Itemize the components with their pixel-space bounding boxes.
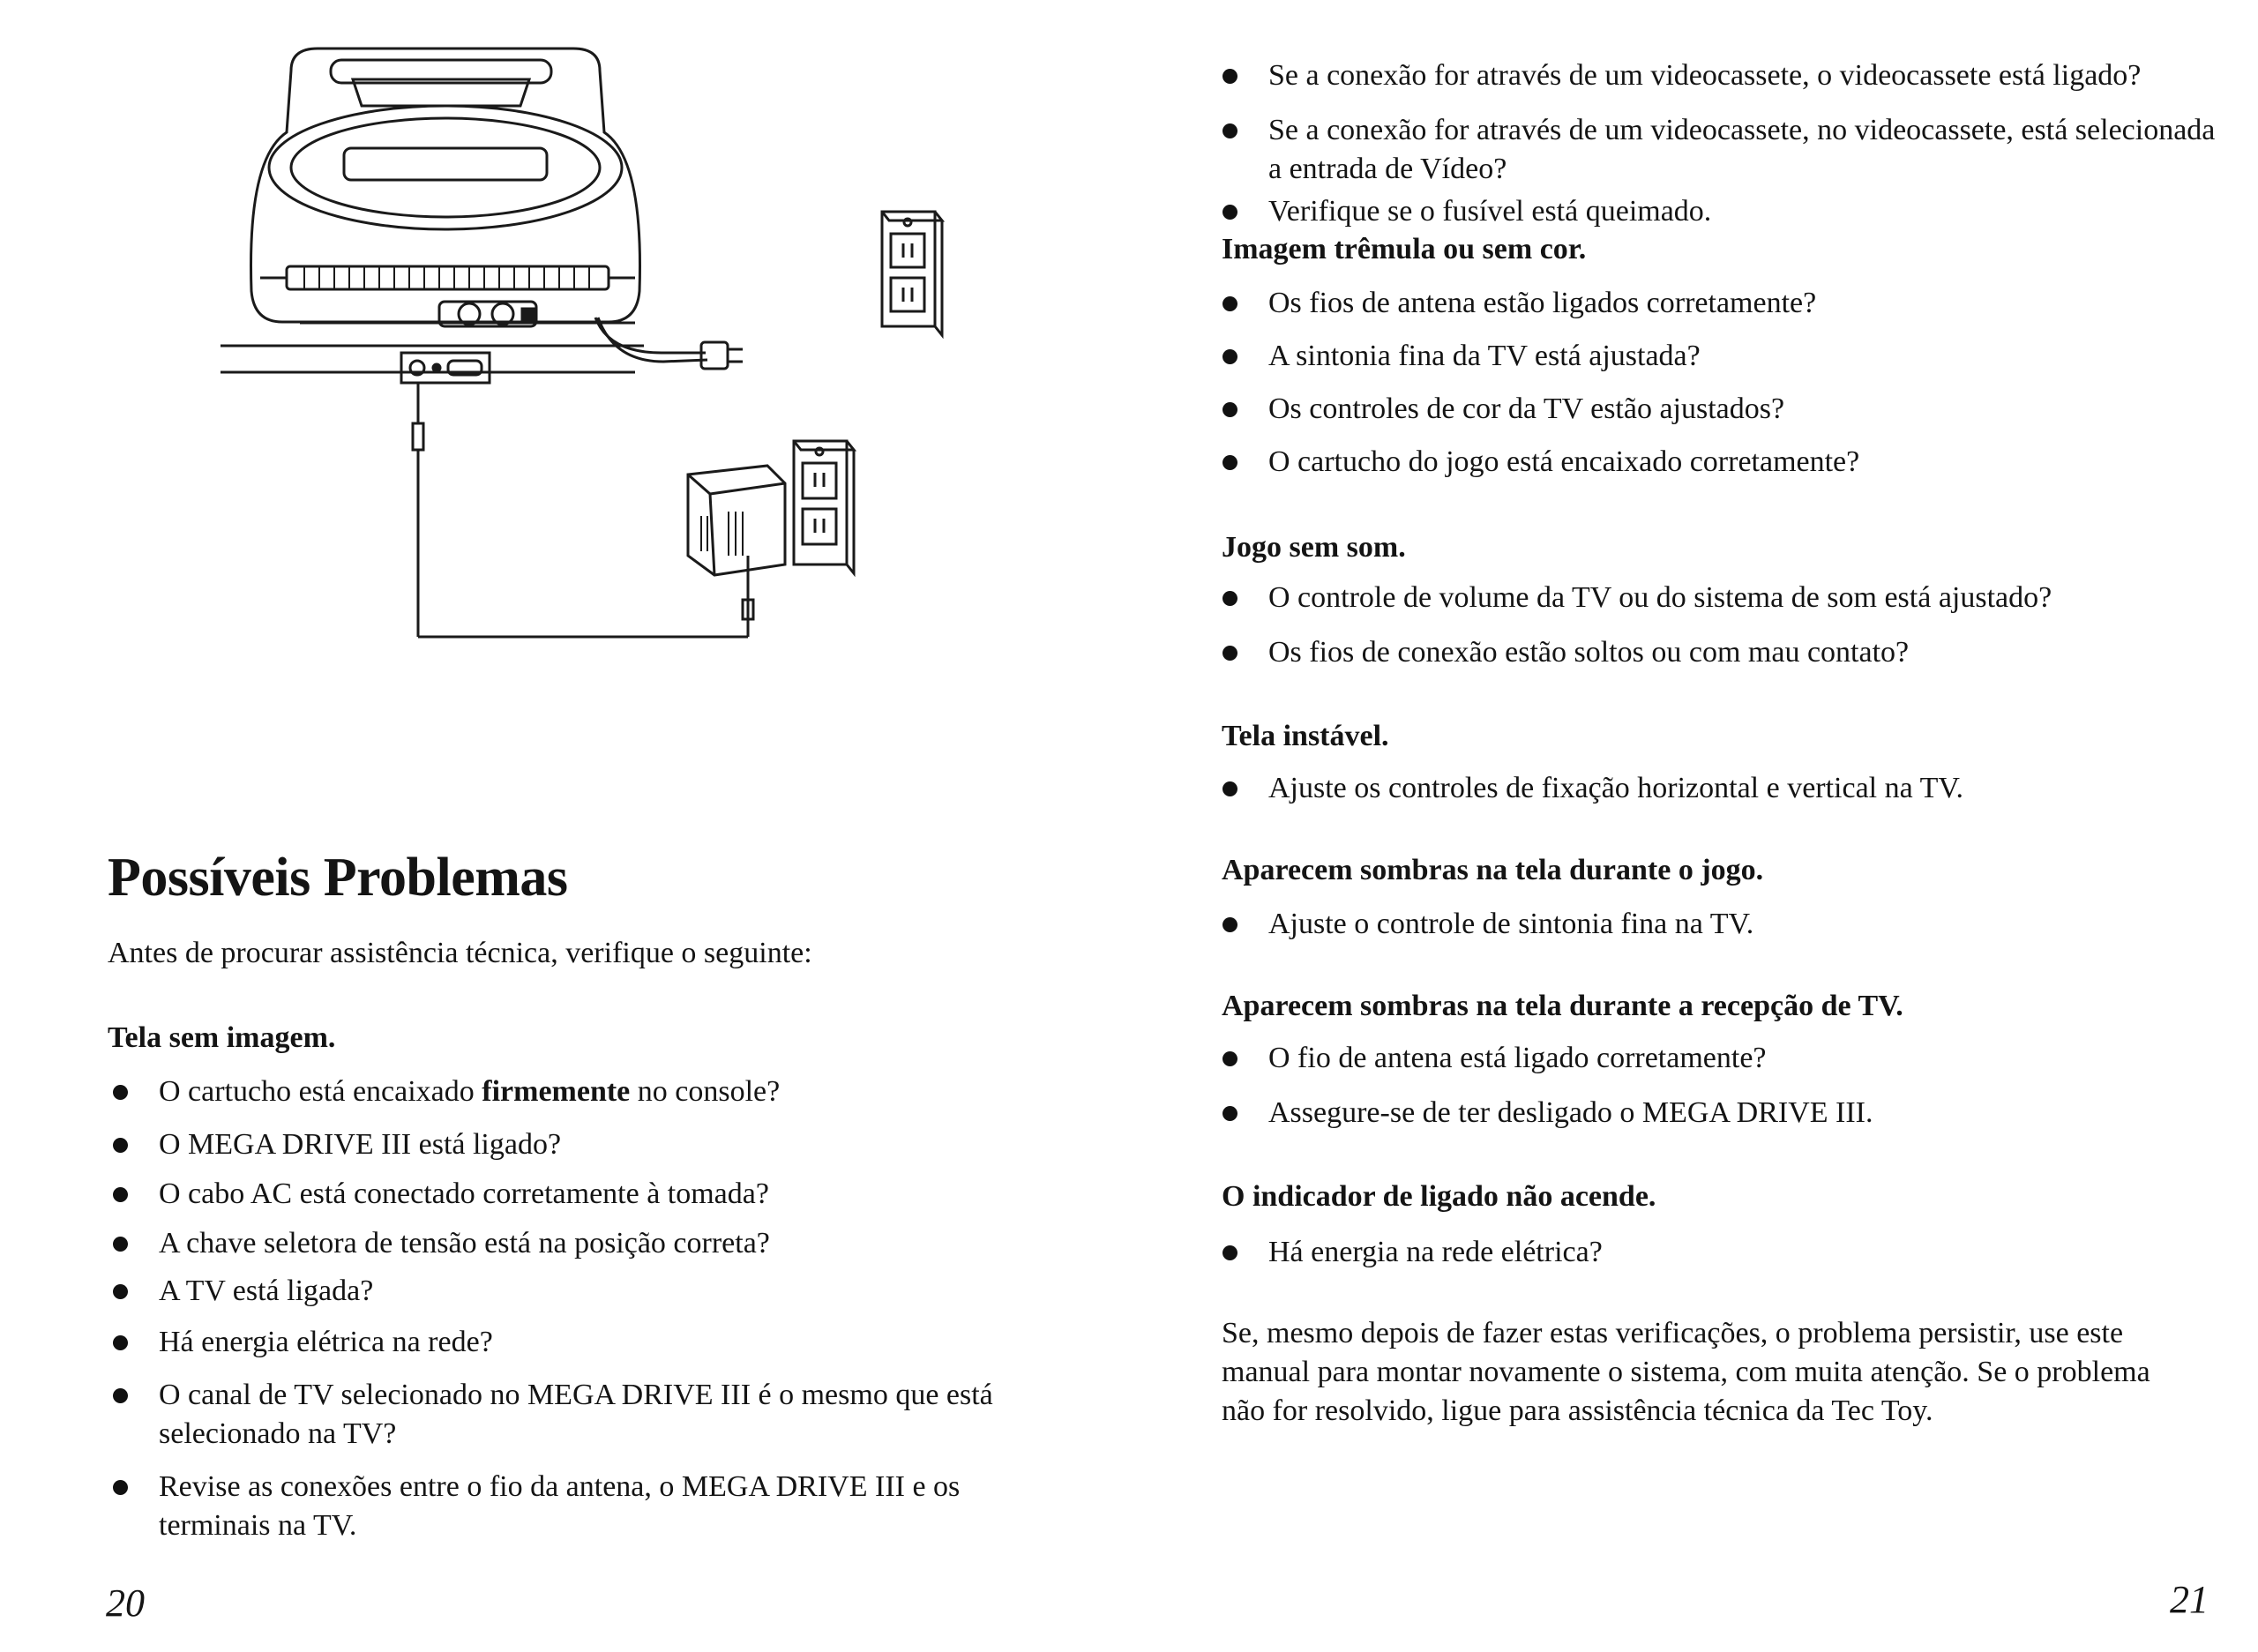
list-item: Os fios de conexão estão soltos ou com mau contato? xyxy=(1217,633,2232,672)
wall-outlet-upper xyxy=(882,212,942,335)
list-item: O fio de antena está ligado corretamente? xyxy=(1217,1039,2232,1078)
console-connection-illustration xyxy=(221,35,970,653)
page-number-right: 21 xyxy=(2170,1578,2209,1621)
list-item: O cabo AC está conectado corretamente à tomada? xyxy=(108,1175,1078,1214)
section-title-indicador: O indicador de ligado não acende. xyxy=(1222,1180,1656,1213)
list-item: O cartucho está encaixado firmemente no console? xyxy=(108,1073,1078,1111)
list-item: O controle de volume da TV ou do sistema de som está ajustado? xyxy=(1217,579,2232,617)
list-item: A TV está ligada? xyxy=(108,1272,1078,1311)
right-page xyxy=(1129,0,2258,1652)
emphasis-text: firmemente xyxy=(482,1075,631,1108)
rear-port-panel xyxy=(401,353,748,637)
section-title-tela-sem-imagem: Tela sem imagem. xyxy=(108,1021,336,1054)
section-title-sombras-tv: Aparecem sombras na tela durante a recepção de TV. xyxy=(1222,990,1903,1022)
list-item: Assegure-se de ter desligado o MEGA DRIVE III. xyxy=(1217,1094,2232,1132)
power-cord xyxy=(595,318,743,369)
list-item: A sintonia fina da TV está ajustada? xyxy=(1217,337,2232,376)
wall-outlet-lower xyxy=(794,441,854,573)
list-item: Se a conexão for através de um videocassete, no videocassete, está selecionada a entrada de Vídeo? xyxy=(1217,111,2232,189)
list-item: Há energia na rede elétrica? xyxy=(1217,1233,2232,1272)
list-item: Os fios de antena estão ligados corretamente? xyxy=(1217,284,2232,323)
list-item: Ajuste os controles de fixação horizontal e vertical na TV. xyxy=(1217,769,2232,808)
page-heading: Possíveis Problemas xyxy=(108,848,568,908)
list-item: Revise as conexões entre o fio da antena, o MEGA DRIVE III e os terminais na TV. xyxy=(108,1468,1060,1545)
intro-text: Antes de procurar assistência técnica, verifique o seguinte: xyxy=(108,937,812,969)
section-title-imagem-tremula: Imagem trêmula ou sem cor. xyxy=(1222,233,1587,265)
list-item: O canal de TV selecionado no MEGA DRIVE III é o mesmo que está selecionado na TV? xyxy=(108,1376,1060,1454)
list-item: A chave seletora de tensão está na posição correta? xyxy=(108,1224,1078,1263)
list-item: Verifique se o fusível está queimado. xyxy=(1217,192,2232,231)
section-title-tela-instavel: Tela instável. xyxy=(1222,720,1389,752)
list-item: O cartucho do jogo está encaixado corretamente? xyxy=(1217,443,2232,482)
list-item: Há energia elétrica na rede? xyxy=(108,1323,1078,1362)
page-number-left: 20 xyxy=(106,1581,145,1625)
ac-adapter xyxy=(688,466,785,619)
list-item: Os controles de cor da TV estão ajustados? xyxy=(1217,390,2232,429)
closing-paragraph: Se, mesmo depois de fazer estas verificações, o problema persistir, use este manual para montar novamente o sistema, com muita atenção. Se o problema não for resolvido, ligue para assistência técnica da Tec Toy. xyxy=(1222,1317,2150,1427)
list-item: O MEGA DRIVE III está ligado? xyxy=(108,1125,1078,1164)
mega-drive-console xyxy=(251,49,640,326)
section-title-sombras-jogo: Aparecem sombras na tela durante o jogo. xyxy=(1222,854,1764,886)
list-item: Se a conexão for através de um videocassete, o videocassete está ligado? xyxy=(1217,56,2232,95)
section-title-jogo-sem-som: Jogo sem som. xyxy=(1222,531,1406,564)
list-item: Ajuste o controle de sintonia fina na TV. xyxy=(1217,905,2232,944)
